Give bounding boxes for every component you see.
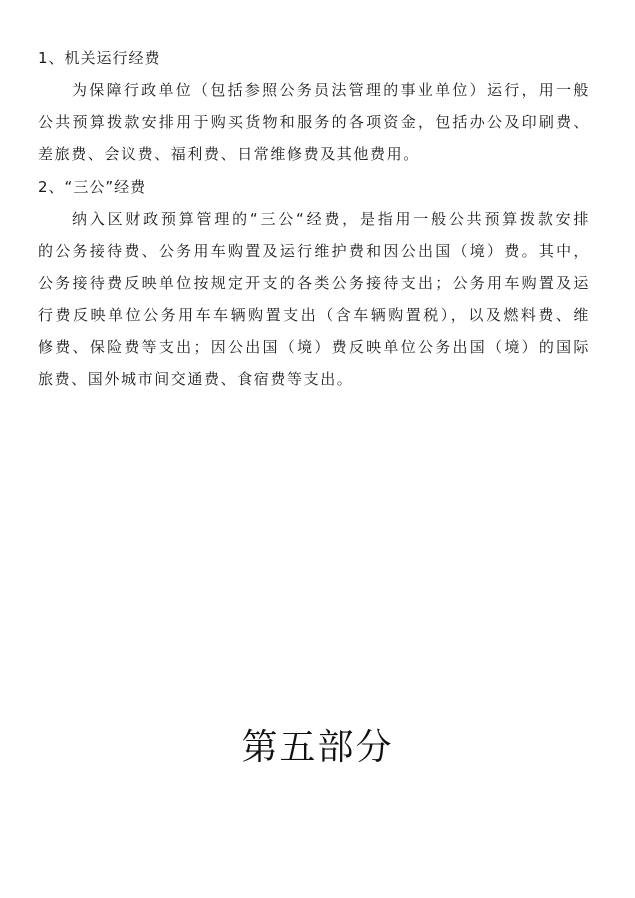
section-1-paragraph [38, 74, 590, 170]
paragraph-line: 行费反映单位公务用车车辆购置支出（含车辆购置税），以及燃料费、维 [38, 306, 590, 324]
section-1-heading: 1、机关运行经费 [38, 49, 161, 67]
section-2-heading: 2、“三公”经费 [38, 178, 147, 196]
paragraph-line: 修费、保险费等支出；因公出国（境）费反映单位公务出国（境）的国际 [38, 338, 590, 356]
paragraph-line: 旅费、国外城市间交通费、食宿费等支出。 [38, 370, 354, 388]
paragraph-line: 公共预算拨款安排用于购买货物和服务的各项资金，包括办公及印刷费、 [38, 113, 590, 131]
paragraph-line: 为保障行政单位（包括参照公务员法管理的事业单位）运行，用一般 [72, 81, 590, 99]
paragraph-line: 差旅费、会议费、福利费、日常维修费及其他费用。 [38, 145, 420, 163]
paragraph-line: 公务接待费反映单位按规定开支的各类公务接待支出；公务用车购置及运 [38, 274, 590, 292]
paragraph-line: 的公务接待费、公务用车购置及运行维护费和因公出国（境）费。其中， [38, 242, 590, 260]
paragraph-line: 纳入区财政预算管理的“三公“经费，是指用一般公共预算拨款安排 [72, 210, 590, 228]
part-title: 第五部分 [241, 727, 394, 768]
section-2-paragraph [38, 203, 590, 395]
